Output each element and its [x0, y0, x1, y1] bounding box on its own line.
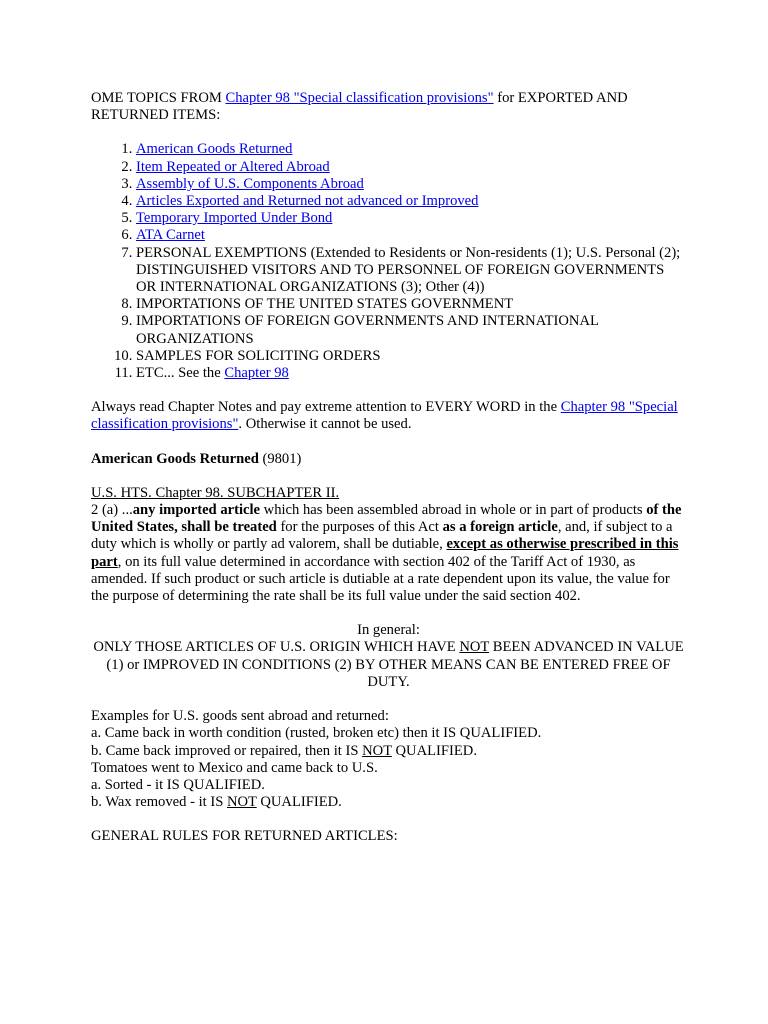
advice-paragraph — [91, 399, 686, 433]
list-item — [136, 227, 686, 244]
intro-paragraph — [91, 90, 686, 124]
example-text: QUALIFIED. — [256, 794, 342, 811]
list-item — [136, 193, 686, 210]
general-text: BEEN ADVANCED IN VALUE (1) or IMPROVED IN CONDITIONS (2) BY OTHER MEANS CAN BE ENTERED FREE OF DUTY. — [106, 639, 684, 690]
rules-heading: GENERAL RULES FOR RETURNED ARTICLES: — [91, 828, 398, 845]
section-heading — [91, 451, 686, 468]
examples-block — [91, 708, 686, 811]
chapter-98-provisions-link[interactable]: Chapter 98 "Special classification provisions" — [91, 399, 678, 433]
examples-line: Tomatoes went to Mexico and came back to U.S. — [91, 759, 378, 776]
hts-text: , and, if subject to a duty which is wholly or partly ad valorem, shall be dutiable, — [91, 519, 673, 553]
examples-line: a. Sorted - it IS QUALIFIED. — [91, 776, 265, 793]
list-item: 10. SAMPLES FOR SOLICITING ORDERS — [136, 348, 686, 365]
general-heading: In general: — [357, 622, 420, 639]
example-text: QUALIFIED. — [391, 742, 477, 759]
example-not: NOT — [362, 742, 392, 759]
hts-text: for the purposes of this Act — [276, 519, 443, 536]
hts-reference: U.S. HTS. Chapter 98. SUBCHAPTER II. — [91, 484, 340, 501]
hts-bold: as a foreign article — [442, 519, 558, 536]
topic-link-item-repeated[interactable]: Item Repeated or Altered Abroad — [136, 158, 330, 175]
topic-link-temporary-imported[interactable]: Temporary Imported Under Bond — [136, 210, 333, 227]
list-item — [136, 365, 686, 382]
list-item — [136, 176, 686, 193]
hts-text: 2 (a) ... — [91, 502, 133, 519]
list-item — [136, 210, 686, 227]
intro-text: OME TOPICS FROM — [91, 90, 226, 106]
topic-link-articles-exported[interactable]: Articles Exported and Returned not advanced or Improved — [136, 193, 479, 210]
topics-list — [91, 141, 686, 382]
example-text: b. Wax removed - it IS — [91, 794, 227, 811]
chapter-98-link[interactable]: Chapter 98 "Special classification provisions" — [225, 90, 494, 106]
topic-link-ata-carnet[interactable]: ATA Carnet — [136, 227, 205, 244]
list-item: 9. IMPORTATIONS OF FOREIGN GOVERNMENTS AND INTERNATIONAL ORGANIZATIONS — [136, 313, 686, 347]
chapter-98-link-short[interactable]: Chapter 98 — [224, 365, 289, 382]
section-heading-code: (9801) — [258, 450, 302, 467]
topic-link-american-goods-returned[interactable]: American Goods Returned — [136, 141, 293, 158]
advice-text-end: . Otherwise it cannot be used. — [238, 416, 412, 433]
advice-text: Always read Chapter Notes and pay extreme attention to EVERY WORD in the — [91, 399, 561, 416]
examples-line — [91, 794, 686, 811]
intro-text-end: for EXPORTED AND RETURNED ITEMS: — [91, 90, 628, 124]
examples-line: Examples for U.S. goods sent abroad and returned: — [91, 708, 389, 725]
section-heading-title: American Goods Returned — [91, 450, 259, 467]
list-item: 7. PERSONAL EXEMPTIONS (Extended to Residents or Non-residents (1); U.S. Personal (2); DISTINGUISHED VISITORS AND TO PERSONNEL OF FOREIGN GOVERNMENTS OR INTERNATIONAL ORGANIZATIONS (3); Other (4)) — [136, 245, 686, 297]
general-statement — [91, 639, 686, 691]
general-not: NOT — [459, 639, 490, 656]
example-not: NOT — [226, 794, 257, 811]
topic-etc-text: ETC... See the — [136, 365, 225, 382]
examples-line: a. Came back in worth condition (rusted, broken etc) then it IS QUALIFIED. — [91, 725, 542, 742]
examples-line — [91, 743, 686, 760]
topic-link-assembly-abroad[interactable]: Assembly of U.S. Components Abroad — [136, 175, 364, 192]
hts-bold: any imported article — [132, 502, 261, 519]
list-item — [136, 159, 686, 176]
list-item — [136, 141, 686, 158]
list-item: 8. IMPORTATIONS OF THE UNITED STATES GOVERNMENT — [136, 296, 686, 313]
hts-paragraph — [91, 502, 686, 605]
hts-bold-underlined: except as otherwise prescribed in this part — [91, 536, 679, 570]
hts-text: which has been assembled abroad in whole or in part of products — [260, 502, 647, 519]
hts-bold: of the United States, shall be treated — [91, 502, 682, 536]
example-text: b. Came back improved or repaired, then it IS — [91, 742, 363, 759]
hts-text: , on its full value determined in accordance with section 402 of the Tariff Act of 1930, as amended. If such product or such article is dutiable at a rate dependent upon its value, the value for the purpose of determining the rate shall be its full value under the said section 402. — [91, 553, 670, 605]
document-page — [91, 90, 686, 846]
general-text: ONLY THOSE ARTICLES OF U.S. ORIGIN WHICH HAVE — [93, 639, 460, 656]
